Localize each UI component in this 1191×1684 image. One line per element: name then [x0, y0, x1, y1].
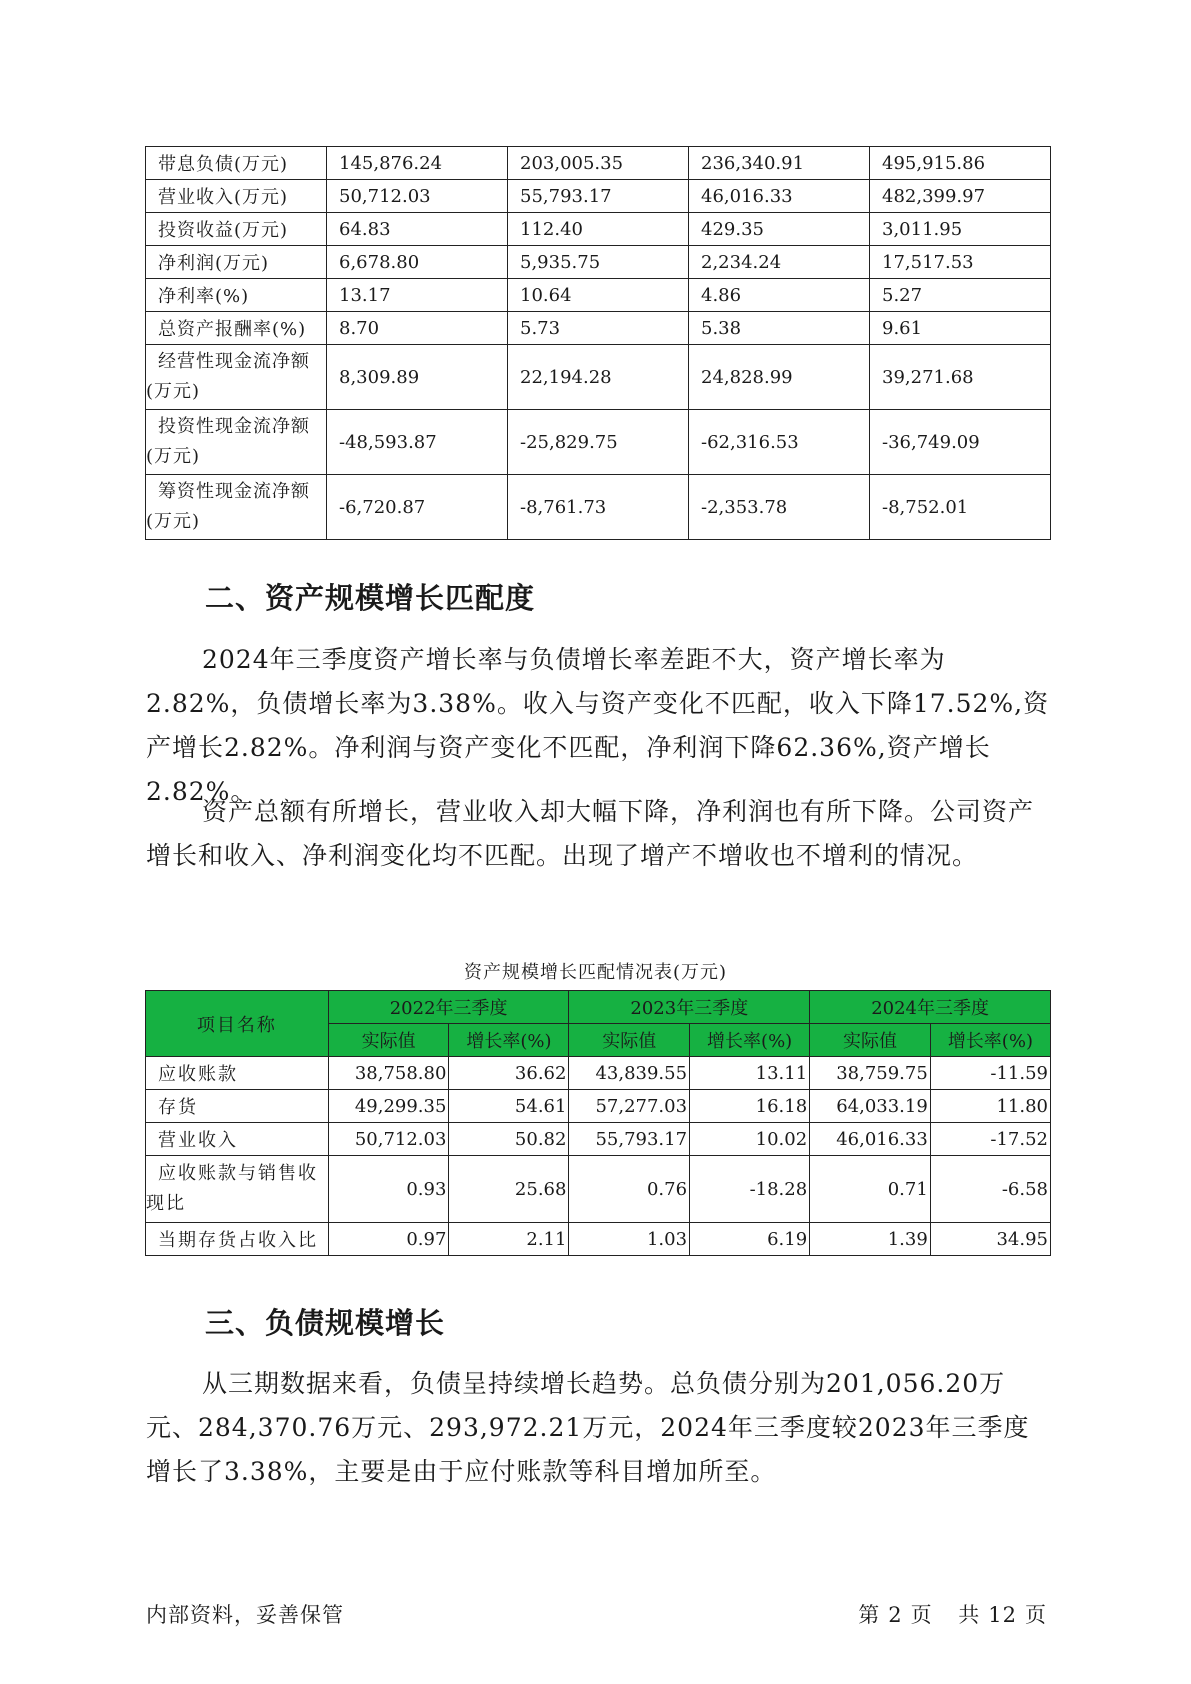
cell-value: 34.95 [930, 1223, 1050, 1256]
table-row [146, 312, 1051, 345]
total-pages: 12 [988, 1603, 1017, 1627]
row-label: 净利润(万元) [146, 246, 327, 279]
cell-value: -62,316.53 [689, 410, 870, 475]
cell-value: 16.18 [690, 1090, 810, 1123]
row-label: 当期存货占收入比 [146, 1223, 329, 1256]
cell-value: 43,839.55 [569, 1057, 690, 1090]
cell-value: 38,758.80 [328, 1057, 449, 1090]
cell-value: 50,712.03 [327, 180, 508, 213]
cell-value: 145,876.24 [327, 147, 508, 180]
cell-value: 38,759.75 [810, 1057, 931, 1090]
financial-metrics-table [145, 146, 1051, 540]
cell-value: -8,752.01 [870, 475, 1051, 540]
row-label: 投资性现金流净额(万元) [146, 410, 327, 475]
cell-value: 482,399.97 [870, 180, 1051, 213]
cell-value: 429.35 [689, 213, 870, 246]
table-row [146, 475, 1051, 540]
cell-value: 22,194.28 [508, 345, 689, 410]
table-row [146, 1090, 1051, 1123]
cell-value: 6.19 [690, 1223, 810, 1256]
cell-value: 9.61 [870, 312, 1051, 345]
subheader-rate: 增长率(%) [449, 1024, 569, 1057]
cell-value: 2.11 [449, 1223, 569, 1256]
row-label: 经营性现金流净额(万元) [146, 345, 327, 410]
cell-value: 50,712.03 [328, 1123, 449, 1156]
cell-value: 8,309.89 [327, 345, 508, 410]
subheader-actual: 实际值 [810, 1024, 931, 1057]
cell-value: 0.76 [569, 1156, 690, 1223]
table-row [146, 345, 1051, 410]
cell-value: 64,033.19 [810, 1090, 931, 1123]
subheader-rate: 增长率(%) [690, 1024, 810, 1057]
section3-paragraph-1: 从三期数据来看，负债呈持续增长趋势。总负债分别为201,056.20万元、284,370.76万元、293,972.21万元，2024年三季度较2023年三季度增长了3.38%，主要是由于应付账款等科目增加所至。 [146, 1369, 1030, 1486]
cell-value: -48,593.87 [327, 410, 508, 475]
section2-paragraph-1: 2024年三季度资产增长率与负债增长率差距不大，资产增长率为2.82%，负债增长率为3.38%。收入与资产变化不匹配，收入下降17.52%,资产增长2.82%。净利润与资产变化不匹配，净利润下降62.36%,资产增长2.82%。 [146, 645, 1050, 806]
cell-value: 13.11 [690, 1057, 810, 1090]
subheader-actual: 实际值 [569, 1024, 690, 1057]
cell-value: 0.71 [810, 1156, 931, 1223]
cell-value: 8.70 [327, 312, 508, 345]
cell-value: -11.59 [930, 1057, 1050, 1090]
total-suffix: 页 [1025, 1603, 1047, 1627]
header-period: 2024年三季度 [810, 991, 1051, 1024]
header-item-name: 项目名称 [146, 991, 329, 1057]
section2-paragraph-2: 资产总额有所增长，营业收入却大幅下降，净利润也有所下降。公司资产增长和收入、净利润变化均不匹配。出现了增产不增收也不增利的情况。 [146, 797, 1035, 870]
row-label: 带息负债(万元) [146, 147, 327, 180]
cell-value: -6.58 [930, 1156, 1050, 1223]
cell-value: 49,299.35 [328, 1090, 449, 1123]
cell-value: 1.03 [569, 1223, 690, 1256]
row-label: 营业收入 [146, 1123, 329, 1156]
row-label: 应收账款 [146, 1057, 329, 1090]
row-label: 筹资性现金流净额(万元) [146, 475, 327, 540]
cell-value: 495,915.86 [870, 147, 1051, 180]
cell-value: 39,271.68 [870, 345, 1051, 410]
cell-value: 6,678.80 [327, 246, 508, 279]
table-row [146, 1223, 1051, 1256]
cell-value: 112.40 [508, 213, 689, 246]
cell-value: 55,793.17 [569, 1123, 690, 1156]
table-row [146, 1156, 1051, 1223]
table-row [146, 410, 1051, 475]
cell-value: -17.52 [930, 1123, 1050, 1156]
footer-page-indicator [854, 1599, 1051, 1629]
cell-value: 25.68 [449, 1156, 569, 1223]
cell-value: 54.61 [449, 1090, 569, 1123]
cell-value: -25,829.75 [508, 410, 689, 475]
cell-value: 11.80 [930, 1090, 1050, 1123]
cell-value: 0.97 [328, 1223, 449, 1256]
cell-value: 10.02 [690, 1123, 810, 1156]
table-row [146, 1123, 1051, 1156]
row-label: 应收账款与销售收现比 [146, 1156, 329, 1223]
header-period: 2023年三季度 [569, 991, 810, 1024]
cell-value: 236,340.91 [689, 147, 870, 180]
table-row [146, 246, 1051, 279]
section-heading-liability-growth: 三、负债规模增长 [205, 1306, 446, 1340]
table-row [146, 180, 1051, 213]
cell-value: 46,016.33 [689, 180, 870, 213]
cell-value: -2,353.78 [689, 475, 870, 540]
table-row [146, 213, 1051, 246]
total-prefix: 共 [958, 1603, 981, 1627]
cell-value: 64.83 [327, 213, 508, 246]
table-row [146, 147, 1051, 180]
cell-value: 5.27 [870, 279, 1051, 312]
cell-value: 46,016.33 [810, 1123, 931, 1156]
footer-confidential-note: 内部资料，妥善保管 [146, 1603, 344, 1627]
cell-value: 5.38 [689, 312, 870, 345]
cell-value: 10.64 [508, 279, 689, 312]
cell-value: -6,720.87 [327, 475, 508, 540]
page-suffix: 页 [910, 1603, 933, 1627]
cell-value: -18.28 [690, 1156, 810, 1223]
page-number: 2 [888, 1603, 903, 1627]
asset-growth-match-table [145, 990, 1051, 1256]
section-heading-asset-growth: 二、资产规模增长匹配度 [205, 581, 536, 615]
cell-value: -8,761.73 [508, 475, 689, 540]
cell-value: 24,828.99 [689, 345, 870, 410]
header-period: 2022年三季度 [328, 991, 569, 1024]
row-label: 营业收入(万元) [146, 180, 327, 213]
table-row [146, 279, 1051, 312]
row-label: 净利率(%) [146, 279, 327, 312]
table-row [146, 1057, 1051, 1090]
cell-value: 55,793.17 [508, 180, 689, 213]
cell-value: 17,517.53 [870, 246, 1051, 279]
cell-value: 5,935.75 [508, 246, 689, 279]
cell-value: 36.62 [449, 1057, 569, 1090]
cell-value: 3,011.95 [870, 213, 1051, 246]
cell-value: 4.86 [689, 279, 870, 312]
cell-value: 13.17 [327, 279, 508, 312]
cell-value: 2,234.24 [689, 246, 870, 279]
cell-value: 1.39 [810, 1223, 931, 1256]
row-label: 总资产报酬率(%) [146, 312, 327, 345]
cell-value: -36,749.09 [870, 410, 1051, 475]
row-label: 投资收益(万元) [146, 213, 327, 246]
cell-value: 57,277.03 [569, 1090, 690, 1123]
cell-value: 0.93 [328, 1156, 449, 1223]
table-caption: 资产规模增长匹配情况表(万元) [463, 962, 728, 983]
cell-value: 203,005.35 [508, 147, 689, 180]
subheader-actual: 实际值 [328, 1024, 449, 1057]
row-label: 存货 [146, 1090, 329, 1123]
page-prefix: 第 [858, 1603, 881, 1627]
table-header-row [146, 991, 1051, 1024]
subheader-rate: 增长率(%) [930, 1024, 1050, 1057]
cell-value: 50.82 [449, 1123, 569, 1156]
cell-value: 5.73 [508, 312, 689, 345]
